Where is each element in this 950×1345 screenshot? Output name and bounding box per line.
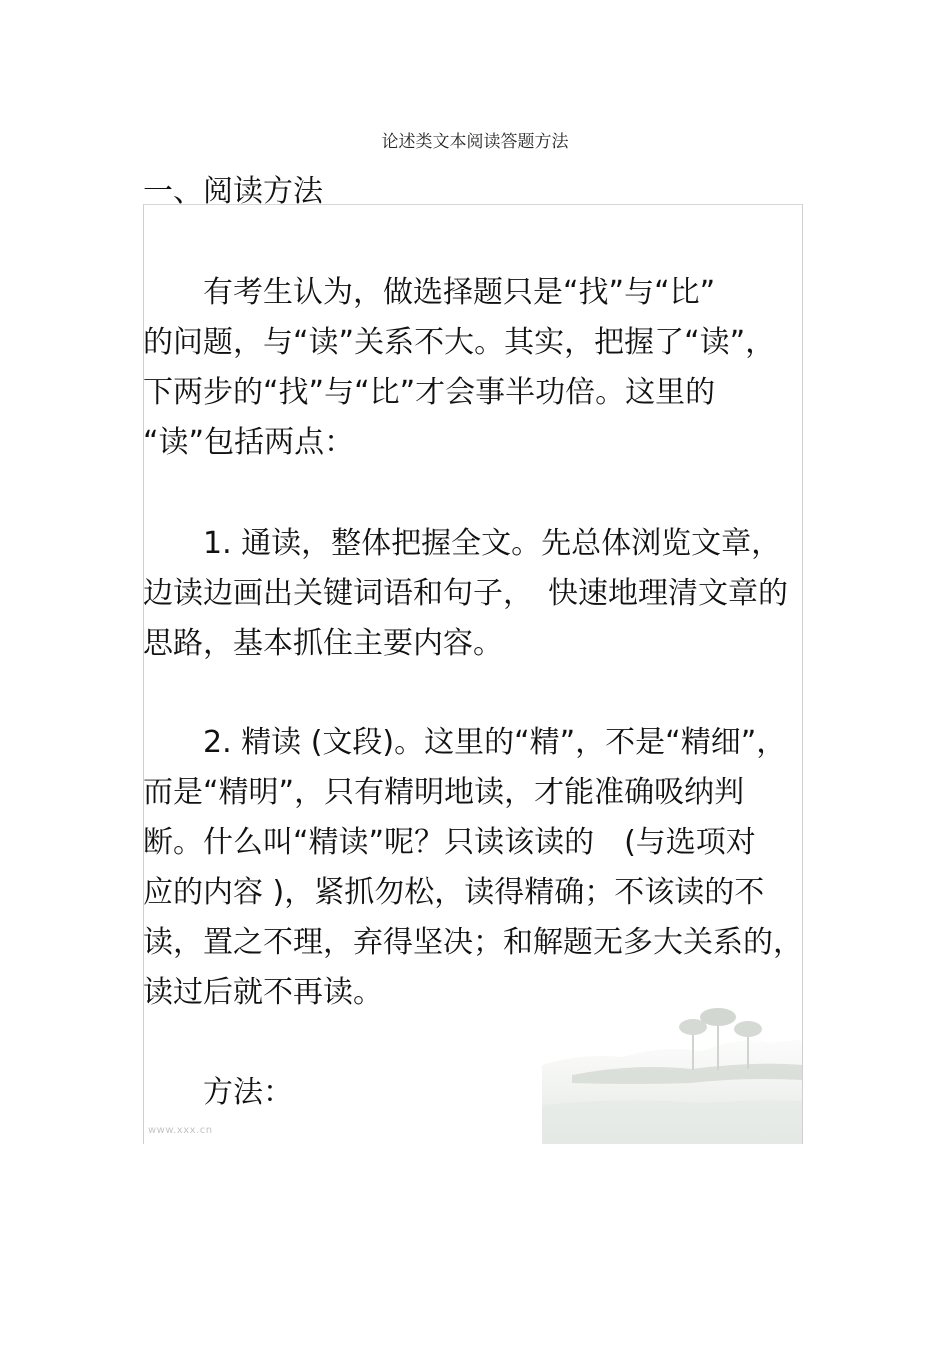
- document-title: 论述类文本阅读答题方法: [381, 132, 569, 152]
- paragraph-line: 1. 通读，整体把握全文。先总体浏览文章，: [143, 526, 782, 561]
- paragraph-line: 2. 精读 (文段)。这里的“精”，不是“精细”，: [143, 725, 787, 760]
- landscape-watermark-image: [542, 1005, 802, 1144]
- paragraph-line: 而是“精明”，只有精明地读，才能准确吸纳判: [143, 775, 745, 810]
- paragraph-line: 断。什么叫“精读”呢？只读该读的 (与选项对: [143, 825, 756, 860]
- section-heading: 一、阅读方法: [143, 174, 323, 209]
- paragraph-line: 有考生认为，做选择题只是“找”与“比”: [143, 275, 716, 310]
- paragraph-line: 边读边画出关键词语和句子， 快速地理清文章的: [143, 576, 788, 611]
- paragraph-line: “读”包括两点：: [143, 425, 355, 460]
- paragraph-line: 方法：: [143, 1075, 293, 1110]
- paragraph-line: 应的内容 )，紧抓勿松，读得精确；不该读的不: [143, 875, 765, 910]
- paragraph-line: 下两步的“找”与“比”才会事半功倍。这里的: [143, 375, 716, 410]
- paragraph-line: 的问题，与“读”关系不大。其实，把握了“读”，: [143, 325, 776, 360]
- paragraph-line: 读过后就不再读。: [143, 975, 383, 1010]
- paragraph-line: 读，置之不理，弃得坚决；和解题无多大关系的，: [143, 925, 803, 960]
- watermark-text: www.xxx.cn: [148, 1125, 213, 1136]
- paragraph-line: 思路，基本抓住主要内容。: [143, 626, 503, 661]
